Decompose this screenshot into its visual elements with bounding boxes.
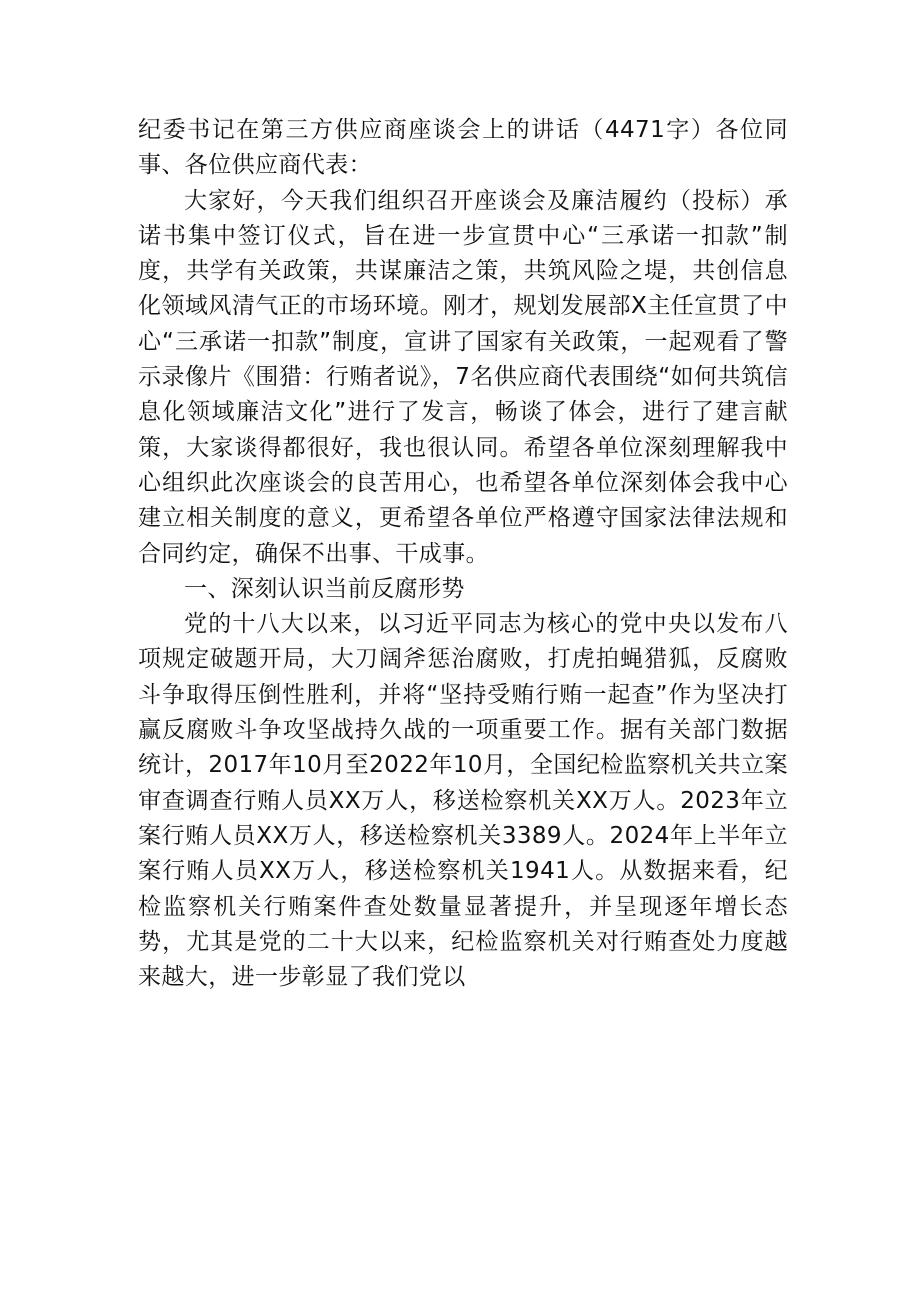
paragraph-opening: 大家好，今天我们组织召开座谈会及廉洁履约（投标）承诺书集中签订仪式，旨在进一步宣贯中心“三承诺一扣款”制度，共学有关政策，共谋廉洁之策，共筑风险之堤，共创信息化领域风清气正的市场环境。刚才，规划发展部X主任宣贯了中心“三承诺一扣款”制度，宣讲了国家有关政策，一起观看了警示录像片《围猎：行贿者说》，7名供应商代表围绕“如何共筑信息化领域廉洁文化”进行了发言，畅谈了体会，进行了建言献策，大家谈得都很好，我也很认同。希望各单位深刻理解我中心组织此次座谈会的良苦用心，也希望各单位深刻体会我中心建立相关制度的意义，更希望各单位严格遵守国家法律法规和合同约定，确保不出事、干成事。 xyxy=(138,187,788,567)
document-title-line: 纪委书记在第三方供应商座谈会上的讲话（4471字）各位同事、各位供应商代表： xyxy=(138,117,788,179)
document-body xyxy=(138,113,788,995)
paragraph-anticorruption: 党的十八大以来，以习近平同志为核心的党中央以发布八项规定破题开局，大刀阔斧惩治腐败，打虎拍蝇猎狐，反腐败斗争取得压倒性胜利，并将“坚持受贿行贿一起查”作为坚决打赢反腐败斗争攻坚战持久战的一项重要工作。据有关部门数据统计，2017年10月至2022年10月，全国纪检监察机关共立案审查调查行贿人员XX万人，移送检察机关XX万人。2023年立案行贿人员XX万人，移送检察机关3389人。2024年上半年立案行贿人员XX万人，移送检察机关1941人。从数据来看，纪检监察机关行贿案件查处数量显著提升，并呈现逐年增长态势，尤其是党的二十大以来，纪检监察机关对行贿查处力度越来越大，进一步彰显了我们党以 xyxy=(138,611,788,991)
section-heading: 一、深刻认识当前反腐形势 xyxy=(184,575,465,602)
